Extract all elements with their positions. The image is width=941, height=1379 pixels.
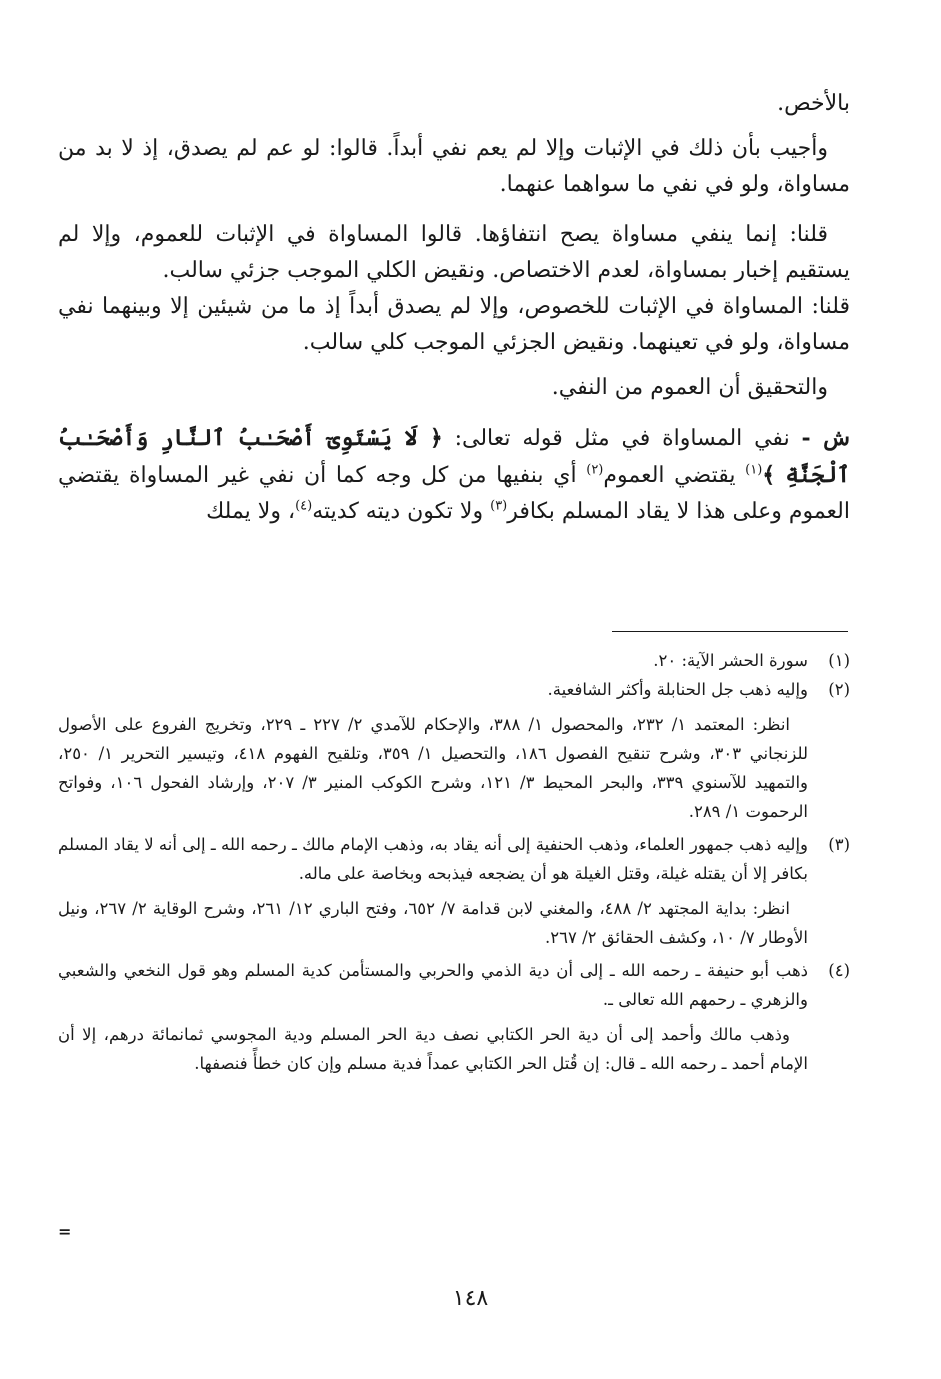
footnote-number: (٣) (828, 835, 850, 854)
continuation-mark: = (58, 1222, 72, 1241)
paragraph-2: وأجيب بأن ذلك في الإثبات وإلا لم يعم نفي أبداً. قالوا: لو عم لم يصدق، إذ لا بد من مساواة، ولو في نفي ما سواهما عنهما. (58, 136, 850, 197)
footnote-body (58, 956, 808, 1078)
footnote-text: وإليه ذهب جل الحنابلة وأكثر الشافعية. (547, 680, 808, 699)
footnote-body (58, 830, 808, 952)
text-segment: أي بنفيها من كل وجه كما أن نفي غير المساواة يقتضي العموم وعلى هذا لا يقاد المسلم بكافر (58, 463, 850, 524)
footnote-text: سورة الحشر الآية: ٢٠. (653, 651, 808, 670)
paragraph-4: قلنا: المساواة في الإثبات للخصوص، وإلا لم يصدق أبداً إذ ما من شيئين إلا وبينهما نفي مساواة، ولو في تعينهما. ونقيض الجزئي الموجب كلي سالب. (58, 294, 850, 355)
footnotes (58, 646, 850, 1078)
text-segment: يقتضي العموم (603, 463, 736, 488)
paragraph-6 (58, 420, 850, 530)
footnote-2 (58, 675, 850, 826)
paragraph-5: والتحقيق أن العموم من النفي. (551, 375, 828, 400)
footnote-text: وإليه ذهب جمهور العلماء، وذهب الحنفية إلى أنه يقاد به، وذهب الإمام مالك ـ رحمه الله ـ إلى أنه لا يقاد المسلم بكافر إلا أن يقتله غيلة، وقتل الغيلة هو أن يضجعه فيذبحه وبخاصة على ماله. (58, 835, 808, 883)
footnote-ref-2: (٢) (586, 462, 604, 478)
main-text (58, 86, 850, 530)
text-segment: نفي المساواة في مثل قوله تعالى: (454, 426, 790, 451)
sharh-marker: ش - (801, 425, 851, 451)
footnote-references: انظر: المعتمد ١/ ٢٣٢، والمحصول ١/ ٣٨٨، والإحكام للآمدي ٢/ ٢٢٧ ـ ٢٢٩، وتخريج الفروع على الأصول للزنجاني ٣٠٣، وشرح تنقيح الفصول ١٨٦، والتحصيل ١/ ٣٥٩، وتلقيح الفهوم ٤١٨، وتيسير التحرير ١/ ٢٥٠، والتمهيد للآسنوي ٣٣٩، والبحر المحيط ٣/ ١٢١، وشرح الكوكب المنير ٣/ ٢٠٧، وإرشاد الفحول ١٠٦، وفواتح الرحموت ١/ ٢٨٩. (58, 715, 809, 821)
footnote-number: (٤) (828, 961, 850, 980)
paragraph-3: قلنا: إنما ينفي مساواة يصح انتفاؤها. قالوا المساواة في الإثبات للعموم، وإلا لم يستقيم إخبار بمساواة، لعدم الاختصاص. ونقيض الكلي الموجب جزئي سالب. (58, 222, 850, 283)
text-segment: ، ولا يملك (206, 499, 296, 524)
footnote-ref-3: (٣) (490, 498, 508, 514)
footnote-3 (58, 830, 850, 952)
footnote-body (58, 646, 808, 675)
footnote-number: (٢) (828, 680, 850, 699)
footnote-separator (612, 631, 848, 632)
footnote-number: (١) (828, 651, 850, 670)
footnote-text: ذهب أبو حنيفة ـ رحمه الله ـ إلى أن دية الذمي والحربي والمستأمن كدية المسلم وهو قول النخعي والشعبي والزهري ـ رحمهم الله تعالى ـ. (58, 961, 808, 1009)
footnote-1 (58, 646, 850, 675)
footnote-text: وذهب مالك وأحمد إلى أن دية الحر الكتابي نصف دية الحر المسلم ودية المجوسي ثمانمائة درهم، إلا أن الإمام أحمد ـ رحمه الله ـ قال: إن قُتل الحر الكتابي عمداً فدية مسلم وإن كان خطأً فنصفها. (58, 1025, 808, 1073)
footnote-references: انظر: بداية المجتهد ٢/ ٤٨٨، والمغني لابن قدامة ٧/ ٦٥٢، وفتح الباري ١٢/ ٢٦١، وشرح الوقاية ٢/ ٢٦٧، ونيل الأوطار ٧/ ١٠، وكشف الحقائق ٢/ ٢٦٧. (58, 899, 808, 947)
footnote-ref-4: (٤) (295, 498, 313, 514)
footnote-4 (58, 956, 850, 1078)
footnote-body (58, 675, 808, 826)
page-number: ١٤٨ (452, 1286, 489, 1311)
quran-verse: ﴿ لَا يَسْتَوِىٓ أَصْحَـٰبُ ٱلنَّارِ وَأَصْحَـٰبُ ٱلْجَنَّةِ ﴾ (58, 425, 850, 488)
paragraph-1: بالأخص. (777, 91, 850, 116)
footnote-ref-1: (١) (745, 462, 763, 478)
text-segment: ولا تكون ديته كديته (312, 499, 484, 524)
